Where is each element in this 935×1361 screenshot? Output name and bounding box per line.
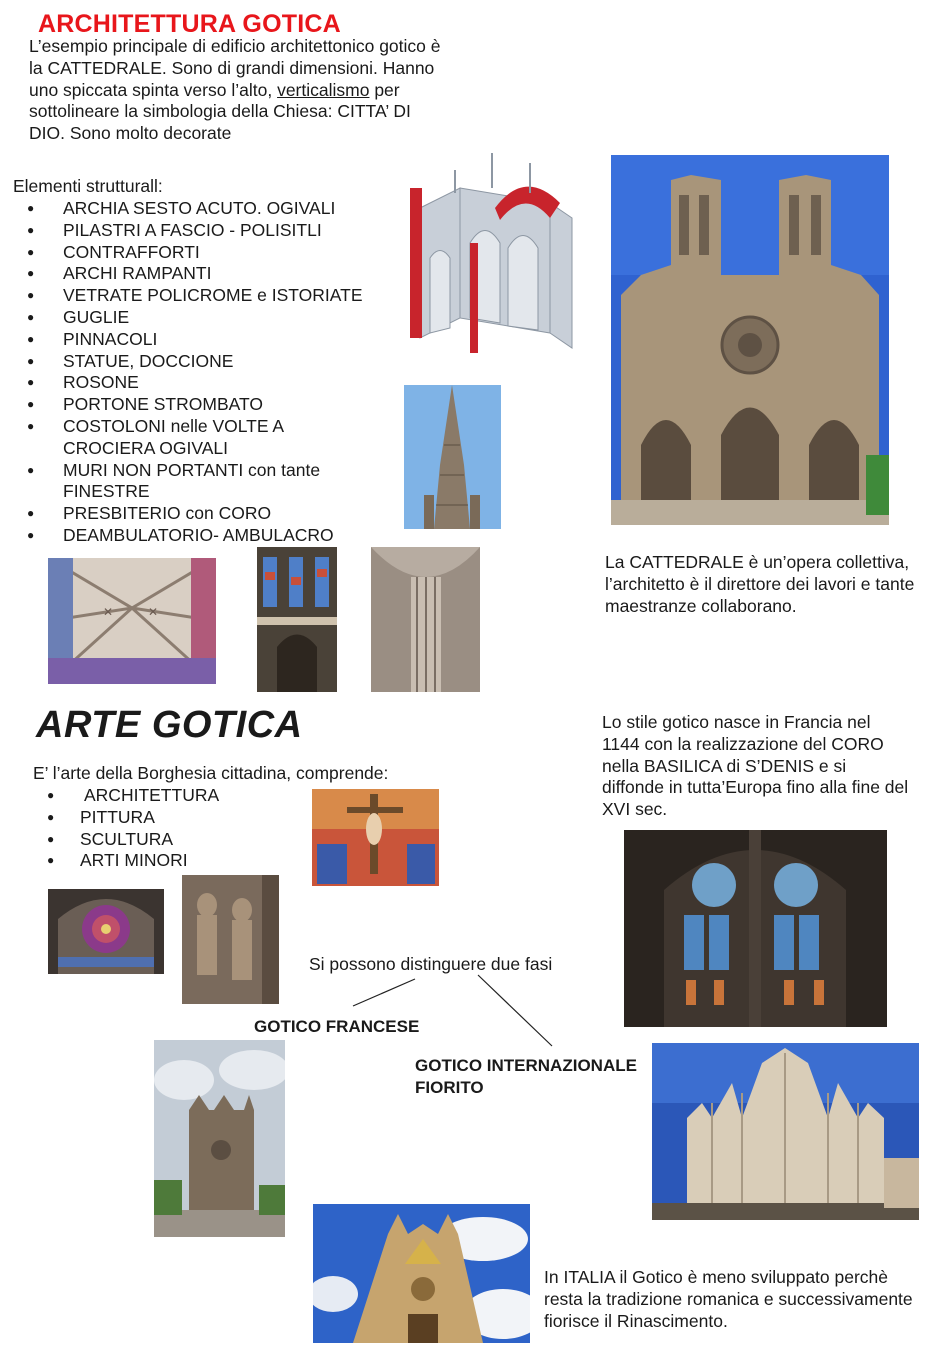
gotico-internazionale-line1: GOTICO INTERNAZIONALE bbox=[415, 1056, 637, 1075]
verticalismo-term: verticalismo bbox=[277, 79, 370, 100]
origin-note: Lo stile gotico nasce in Francia nel 1144 con la realizzazione del CORO nella BASILICA di S’DENIS e si diffonde in tutta’Europa fino alla fine del XVI sec. bbox=[602, 712, 909, 820]
list-item: ● ARTI MINORI bbox=[33, 850, 283, 872]
gotico-francese-label: GOTICO FRANCESE bbox=[254, 1017, 420, 1036]
list-item: ● PINNACOLI bbox=[17, 329, 402, 351]
arte-intro: E’ l’arte della Borghesia cittadina, comprende: bbox=[33, 763, 389, 783]
cathedral-collective-note: La CATTEDRALE è un’opera collettiva, l’architetto è il direttore dei lavori e tante maestranze collaborano. bbox=[605, 552, 915, 616]
list-item: ● GUGLIE bbox=[17, 307, 402, 329]
list-item: ● CONTRAFFORTI bbox=[17, 242, 402, 264]
cathedral-interior-windows-photo bbox=[624, 830, 887, 1027]
crucifixion-painting bbox=[312, 789, 439, 886]
gotico-internazionale-label bbox=[415, 1055, 637, 1099]
list-item: ● SCULTURA bbox=[33, 829, 283, 851]
reims-cathedral-photo bbox=[611, 155, 889, 525]
intro-text-1: L’esempio principale di edificio architettonico gotico è la CATTEDRALE. Sono di grandi dimensioni. Hanno uno spiccata spinta verso l’alto, bbox=[29, 36, 441, 100]
reims-cathedral-small-photo bbox=[154, 1040, 285, 1237]
list-item: ● COSTOLONI nelle VOLTE A CROCIERA OGIVALI bbox=[17, 416, 363, 460]
list-item: ● PILASTRI A FASCIO - POLISITLI bbox=[17, 220, 402, 242]
intro-text-2: per sottolineare la simbologia della Chiesa: CITTA’ DI DIO. Sono molto decorate bbox=[29, 79, 411, 144]
page-title: ARCHITETTURA GOTICA bbox=[38, 10, 341, 38]
list-item: ● PRESBITERIO con CORO bbox=[17, 503, 402, 525]
art-forms-list bbox=[33, 785, 283, 872]
structural-elements-list bbox=[17, 198, 402, 547]
rose-window-photo bbox=[48, 889, 164, 974]
arte-gotica-title: ARTE GOTICA bbox=[36, 704, 303, 746]
list-item: ● ARCHI RAMPANTI bbox=[17, 263, 402, 285]
elements-heading: Elementi strutturall: bbox=[13, 176, 163, 196]
list-item: ● PORTONE STROMBATO bbox=[17, 394, 402, 416]
spire-photo bbox=[404, 385, 501, 529]
svg-text:✕: ✕ bbox=[103, 605, 114, 619]
ribbed-vault-photo bbox=[48, 558, 216, 684]
list-item: ● PITTURA bbox=[33, 807, 283, 829]
list-item: ● STATUE, DOCCIONE bbox=[17, 351, 402, 373]
list-item: ● MURI NON PORTANTI con tante FINESTRE bbox=[17, 460, 323, 504]
stained-glass-interior-photo bbox=[257, 547, 337, 692]
phases-intro: Si possono distinguere due fasi bbox=[309, 954, 553, 974]
list-item: ● DEAMBULATORIO- AMBULACRO bbox=[17, 525, 402, 547]
intro-paragraph bbox=[29, 36, 449, 145]
italy-note: In ITALIA il Gotico è meno sviluppato perchè resta la tradizione romanica e successivamente fiorisce il Rinascimento. bbox=[544, 1267, 913, 1331]
orvieto-cathedral-photo bbox=[313, 1204, 530, 1343]
milan-cathedral-photo bbox=[652, 1043, 919, 1220]
clustered-pillar-photo bbox=[371, 547, 480, 692]
portal-sculpture-photo bbox=[182, 875, 279, 1004]
svg-text:✕: ✕ bbox=[148, 605, 159, 619]
cathedral-cutaway-diagram bbox=[400, 148, 580, 370]
list-item: ● VETRATE POLICROME e ISTORIATE bbox=[17, 285, 402, 307]
list-item: ● ARCHIA SESTO ACUTO. OGIVALI bbox=[17, 198, 402, 220]
list-item: ● ARCHITETTURA bbox=[33, 785, 283, 807]
gotico-internazionale-line2: FIORITO bbox=[415, 1077, 484, 1097]
list-item: ● ROSONE bbox=[17, 372, 402, 394]
